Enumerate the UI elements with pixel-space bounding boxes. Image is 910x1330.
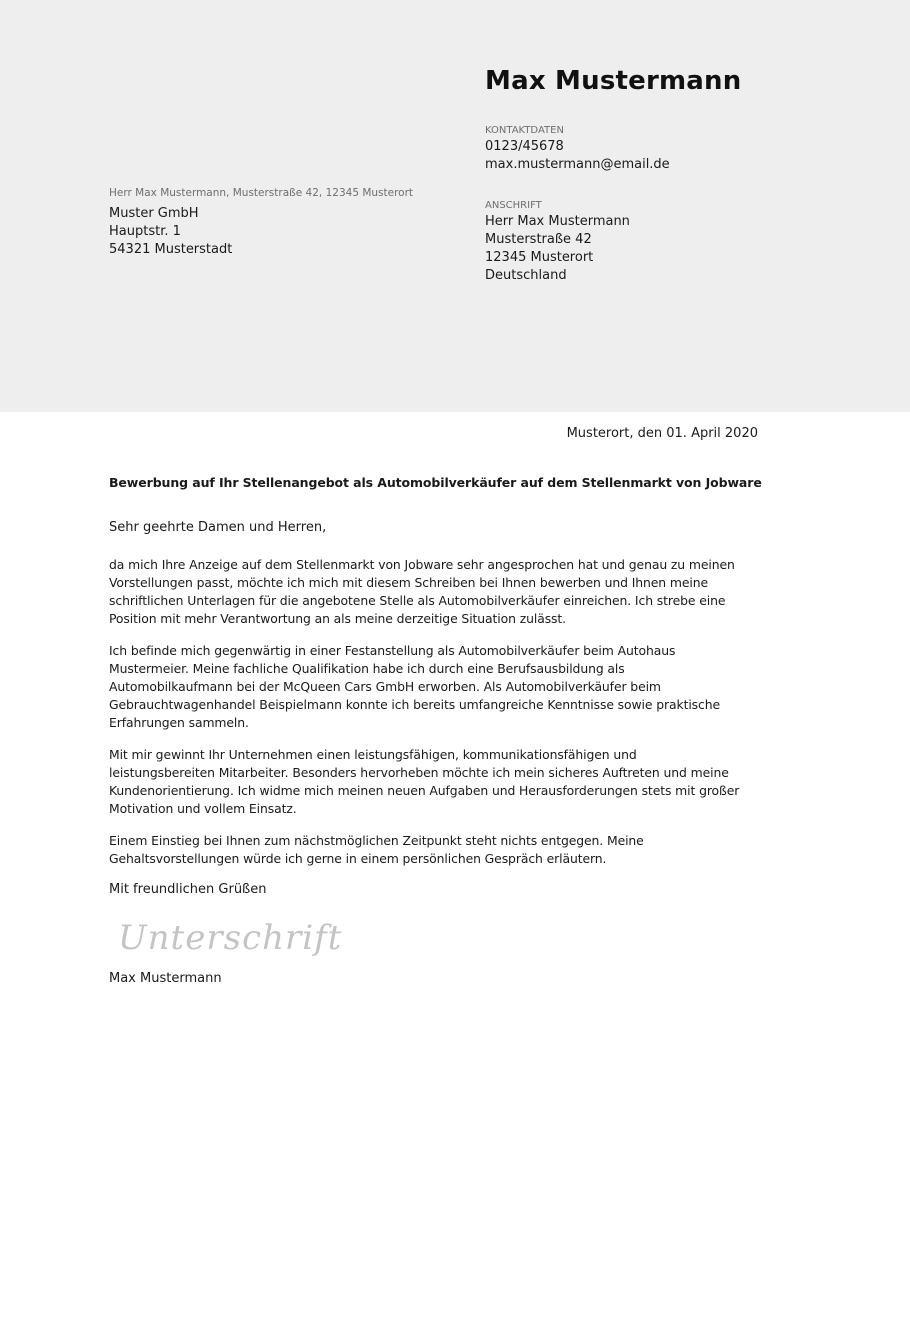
sender-address-line: Herr Max Mustermann	[485, 214, 630, 229]
contact-section-label: KONTAKTDATEN	[485, 125, 564, 136]
recipient-line: Muster GmbH	[109, 206, 199, 221]
sender-address-line: Musterstraße 42	[485, 232, 592, 247]
recipient-line: 54321 Musterstadt	[109, 242, 233, 257]
closing-line: Mit freundlichen Grüßen	[109, 882, 267, 897]
recipient-address-block	[109, 205, 232, 259]
subject-line: Bewerbung auf Ihr Stellenangebot als Automobilverkäufer auf dem Stellenmarkt von Jobware	[109, 475, 762, 490]
body-paragraph: Ich befinde mich gegenwärtig in einer Festanstellung als Automobilverkäufer beim Autohaus Mustermeier. Meine fachliche Qualifikation habe ich durch eine Berufsausbildung als Automobilkaufmann bei der McQueen Cars GmbH erworben. Als Automobilverkäufer beim Gebrauchtwagenhandel Beispielmann konnte ich bereits umfangreiche Kenntnisse sowie praktische Erfahrungen sammeln.	[109, 643, 721, 730]
address-section-label: ANSCHRIFT	[485, 200, 542, 211]
recipient-line: Hauptstr. 1	[109, 224, 181, 239]
body-paragraph: Einem Einstieg bei Ihnen zum nächstmöglichen Zeitpunkt steht nichts entgegen. Meine Gehaltsvorstellungen würde ich gerne in einem persönlichen Gespräch erläutern.	[109, 833, 644, 866]
signature-placeholder: Unterschrift	[118, 918, 343, 958]
sender-address-line: Deutschland	[485, 268, 567, 283]
sender-name: Max Mustermann	[485, 66, 742, 96]
signer-name: Max Mustermann	[109, 971, 222, 986]
contact-block	[485, 138, 670, 174]
greeting: Sehr geehrte Damen und Herren,	[109, 520, 327, 535]
sender-address-line: 12345 Musterort	[485, 250, 594, 265]
date-line: Musterort, den 01. April 2020	[566, 426, 758, 441]
sender-phone: 0123/45678	[485, 139, 564, 154]
sender-email: max.mustermann@email.de	[485, 157, 670, 172]
letter-body	[109, 556, 741, 882]
return-address-line: Herr Max Mustermann, Musterstraße 42, 12345 Musterort	[109, 187, 414, 199]
body-paragraph: da mich Ihre Anzeige auf dem Stellenmarkt von Jobware sehr angesprochen hat und genau zu meinen Vorstellungen passt, möchte ich mich mit diesem Schreiben bei Ihnen bewerben und Ihnen meine schriftlichen Unterlagen für die angebotene Stelle als Automobilverkäufer einreichen. Ich strebe eine Position mit mehr Verantwortung an als meine derzeitige Situation zulässt.	[109, 557, 735, 626]
body-paragraph: Mit mir gewinnt Ihr Unternehmen einen leistungsfähigen, kommunikationsfähigen und leistungsbereiten Mitarbeiter. Besonders hervorheben möchte ich mein sicheres Auftreten und meine Kundenorientierung. Ich widme mich meinen neuen Aufgaben und Herausforderungen stets mit großer Motivation und vollem Einsatz.	[109, 747, 740, 816]
sender-address-block	[485, 213, 630, 285]
